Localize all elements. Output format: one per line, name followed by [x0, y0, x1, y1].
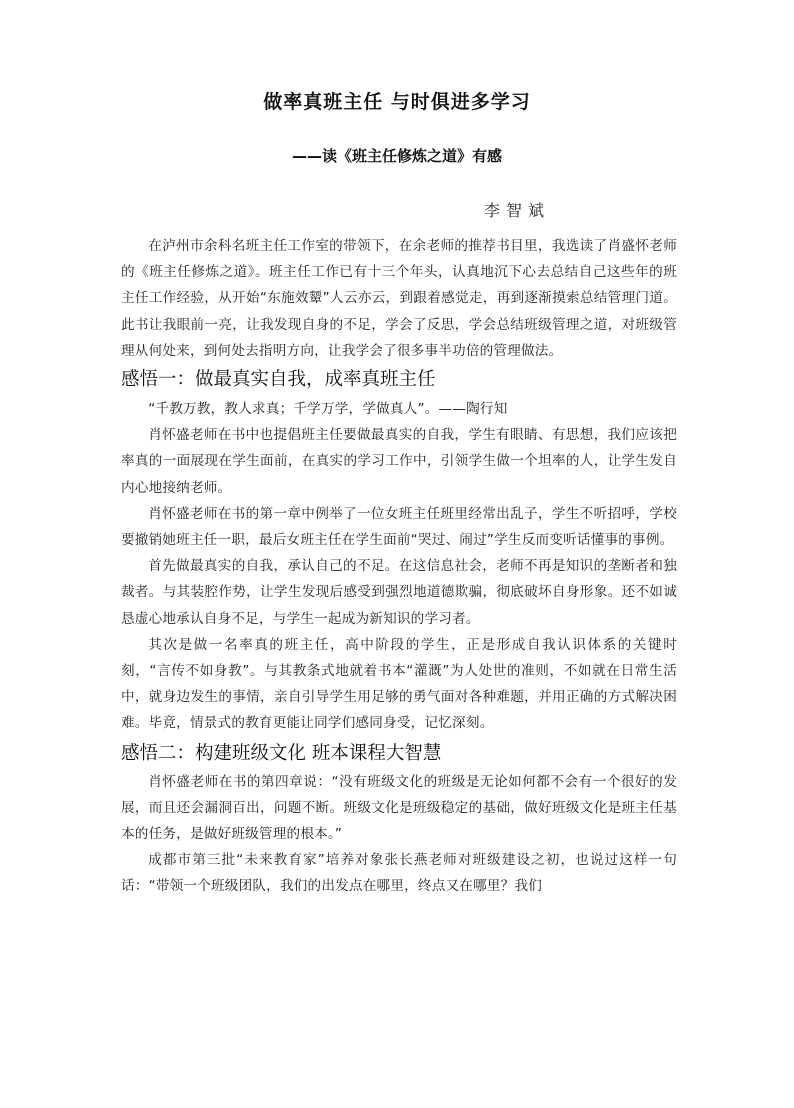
section1-paragraph: 肖怀盛老师在书中也提倡班主任要做最真实的自我，学生有眼睛、有思想，我们应该把率真的一面展现在学生面前，在真实的学习工作中，引领学生做一个坦率的人，让学生发自内心地接纳老师。 — [121, 427, 677, 496]
intro-paragraph: 在泸州市余科名班主任工作室的带领下，在余老师的推荐书目里，我选读了肖盛怀老师的《班主任修炼之道》。班主任工作已有十三个年头，认真地沉下心去总结自己这些年的班主任工作经验，从开始“东施效颦”人云亦云，到跟着感觉走，再到逐渐摸索总结管理门道。此书让我眼前一亮，让我发现自身的不足，学会了反思，学会总结班级管理之道，对班级管理从何处来，到何处去指明方向，让我学会了很多事半功倍的管理做法。 — [121, 238, 677, 359]
author-name: 李智斌 — [484, 201, 551, 220]
section1-paragraph: 肖怀盛老师在书的第一章中例举了一位女班主任班里经常出乱子，学生不听招呼，学校要撤销她班主任一职，最后女班主任在学生面前“哭过、闹过”学生反而变听话懂事的事例。 — [121, 505, 677, 549]
document-body — [121, 233, 677, 900]
section1-paragraph: 首先做最真实的自我，承认自己的不足。在这信息社会，老师不再是知识的垄断者和独裁者。与其装腔作势，让学生发现后感受到强烈地道德欺骗，彻底破坏自身形象。还不如诚恳虚心地承认自身不足，与学生一起成为新知识的学习者。 — [121, 558, 677, 627]
document-subtitle: ——读《班主任修炼之道》有感 — [291, 147, 502, 165]
section-heading-2: 感悟二：构建班级文化 班本课程大智慧 — [121, 742, 442, 764]
section2-paragraph: 成都市第三批“未来教育家”培养对象张长燕老师对班级建设之初，也说过这样一句话：“带领一个班级团队，我们的出发点在哪里，终点又在哪里？我们 — [121, 852, 677, 895]
section1-paragraph: 其次是做一名率真的班主任，高中阶段的学生，正是形成自我认识体系的关键时刻，“言传不如身教”。与其教条式地就着书本“灌溉”为人处世的准则，不如就在日常生活中，就身边发生的事情，亲自引导学生用足够的勇气面对各种难题，并用正确的方式解决困难。毕竟，情景式的教育更能让同学们感同身受，记忆深刻。 — [121, 636, 677, 732]
section1-quote: “千教万教，教人求真；千学万学，学做真人”。——陶行知 — [148, 401, 508, 418]
section-heading-1: 感悟一：做最真实自我，成率真班主任 — [121, 369, 436, 391]
document-title: 做率真班主任 与时俱进多学习 — [263, 91, 531, 113]
section2-paragraph: 肖怀盛老师在书的第四章说：“没有班级文化的班级是无论如何都不会有一个很好的发展，而且还会漏洞百出，问题不断。班级文化是班级稳定的基础，做好班级文化是班主任基本的任务，是做好班级管理的根本。” — [121, 773, 677, 843]
